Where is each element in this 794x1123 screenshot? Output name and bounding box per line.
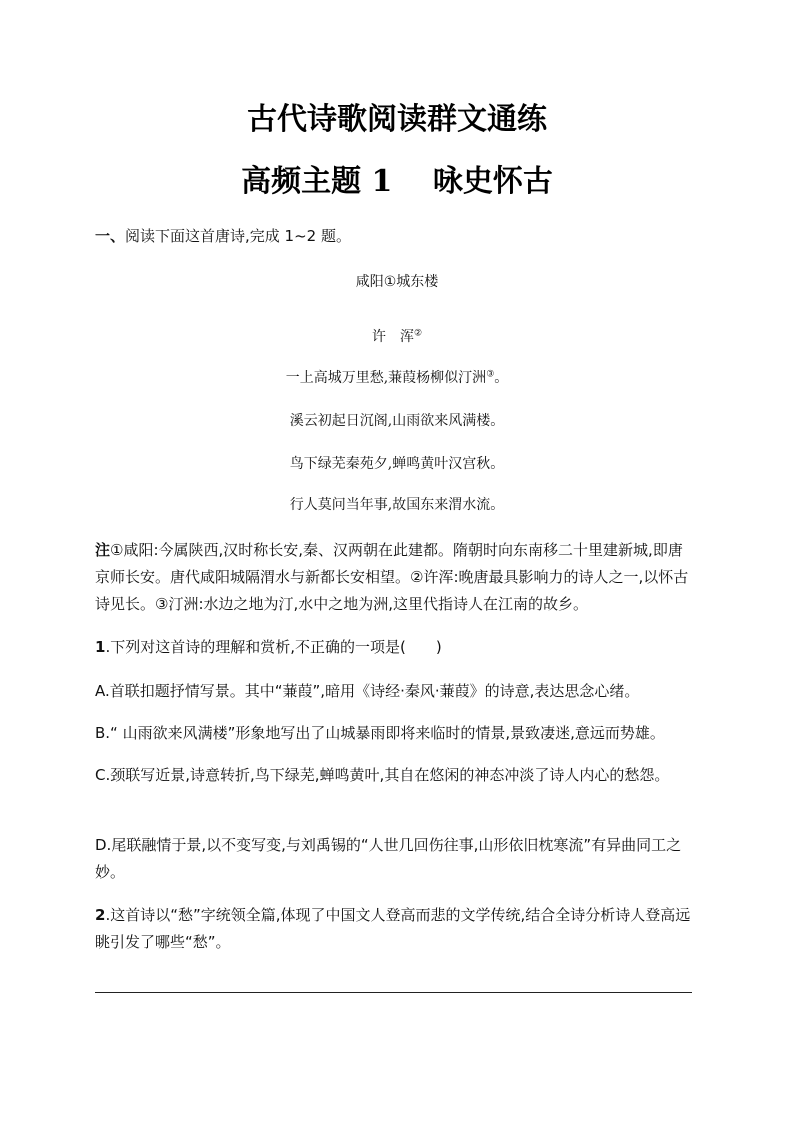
page-title: 古代诗歌阅读群文通练 [247,102,547,137]
poem-line: 鸟下绿芜秦苑夕,蝉鸣黄叶汉宫秋。 [289,456,505,472]
poem-line [0,368,794,388]
page-subtitle: 高频主题 1 咏史怀古 [241,164,553,199]
footnote-mark: ③ [486,369,495,380]
option-d: D.尾联融情于景,以不变写变,与刘禹锡的“人世几回伤往事,山形依旧枕寒流”有异曲同工之妙。 [95,836,682,881]
poem-author-name: 许 浑 [371,329,414,345]
answer-line[interactable] [95,992,692,993]
poem-line-text: 一上高城万里愁,蒹葭杨柳似汀洲 [285,370,487,386]
poem-line: 溪云初起日沉阁,山雨欲来风满楼。 [289,413,505,429]
poem-author [0,327,794,347]
section-instruction-text: 阅读下面这首唐诗,完成 1~2 题。 [125,227,351,245]
poem-line: 行人莫问当年事,故国东来渭水流。 [289,497,505,513]
poem-line-punct: 。 [494,370,509,386]
poem-notes [95,537,697,618]
question-text: .下列对这首诗的理解和赏析,不正确的一项是( ) [105,638,442,656]
footnote-mark: ② [413,328,423,339]
question-2 [95,902,697,956]
question-1 [95,634,697,661]
section-number: 一、 [95,227,126,245]
poem-title [0,272,794,292]
section-instruction [95,226,351,246]
notes-text: ①咸阳:今属陕西,汉时称长安,秦、汉两朝在此建都。隋朝时向东南移二十里建新城,即唐京师长安。唐代咸阳城隔渭水与新都长安相望。②许浑:晚唐最具影响力的诗人之一,以怀古诗见长。③汀洲:水边之地为汀,水中之地为洲,这里代指诗人在江南的故乡。 [95,541,689,613]
option-a: A.首联扣题抒情写景。其中“蒹葭”,暗用《诗经·秦风·蒹葭》的诗意,表达思念心绪。 [95,682,640,700]
notes-label: 注 [95,541,111,559]
question-text: .这首诗以“愁”字统领全篇,体现了中国文人登高而悲的文学传统,结合全诗分析诗人登高远眺引发了哪些“愁”。 [95,906,691,951]
option-b: B.“ 山雨欲来风满楼”形象地写出了山城暴雨即将来临时的情景,景致凄迷,意远而势雄。 [95,724,665,742]
footnote-mark: ① [383,274,397,290]
poem-title-part: 咸阳 [355,274,384,290]
question-number: 2 [95,906,106,924]
question-number: 1 [95,638,106,656]
option-c: C.颈联写近景,诗意转折,鸟下绿芜,蝉鸣黄叶,其自在悠闲的神态冲淡了诗人内心的愁怨。 [95,766,670,784]
poem-title-part: 城东楼 [396,274,439,290]
